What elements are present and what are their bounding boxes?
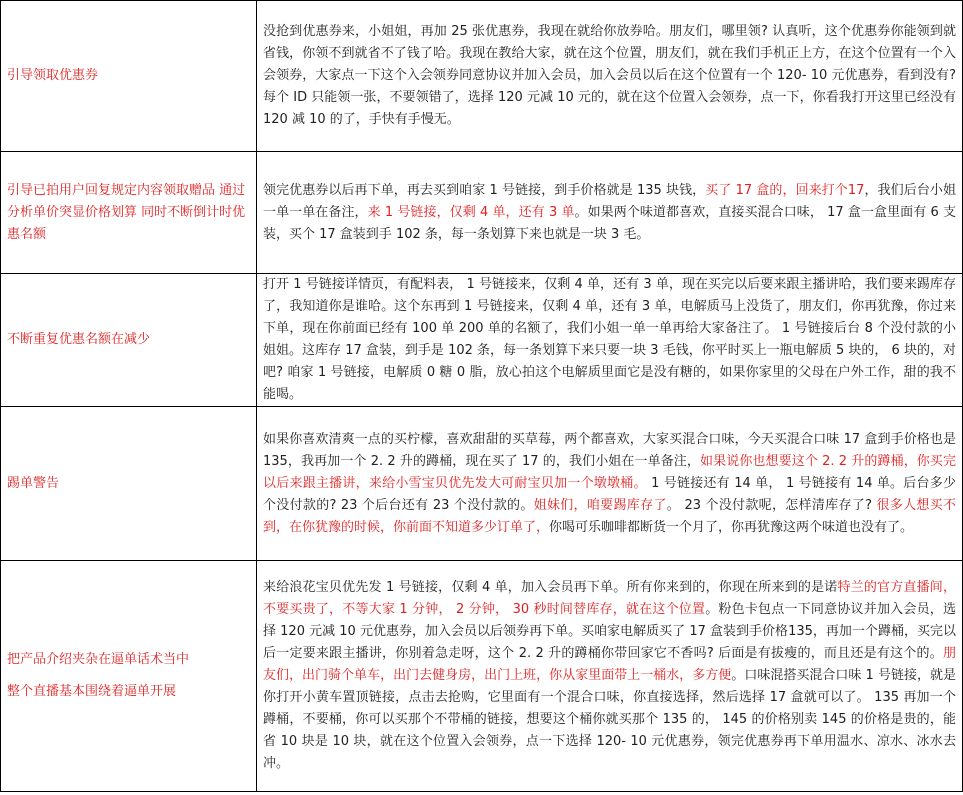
table-row [1,152,963,274]
technique-label: 不断重复优惠名额在减少 [7,332,151,347]
technique-label-cell [1,152,257,274]
script-text: 1 号链接还有 14 单， 1 号链接有 14 单。后台多少个没付款的? 23 个后台还有 23 个没付款的。 [263,475,956,513]
script-text-cell [257,274,963,407]
script-text: 领完优惠券以后再下单，再去买到咱家 1 号链接，到手价格就是 135 块钱， [263,182,706,198]
highlighted-script-text: 买了 17 盒的，回来打个17 [705,182,865,198]
technique-label: 引导已拍用户回复规定内容领取赠品 通过分析单价突显价格划算 同时不断倒计时优惠名额 [7,182,246,242]
technique-label-cell [1,1,257,152]
highlighted-script-text: 特兰的官方直播间，不要买贵了，不等大家 1 分钟， 2 分钟， 30 秒时间替库存，就在这个位置 [263,580,956,617]
highlighted-script-text: 朋友们，出门骑个单车，出门去健身房，出门上班，你从家里面带上一桶水，多方便 [263,646,956,683]
highlighted-script-text: 姐妹们，咱要踢库存了 [533,497,667,513]
script-text: 来给浪花宝贝优先发 1 号链接，仅剩 4 单，加入会员再下单。所有你来到的，你现在所来到的是诺 [263,580,838,595]
script-text: 。粉色卡包点一下同意协议并加入会员，选择 120 元减 10 元优惠券，加入会员以后领券再下单。买咱家电解质买了 17 盒装到手价格135，再加一个蹲桶，买完以后一定要来跟主播讲，你别着急走呀，这个 2. 2 升的蹲桶你带回家它不香吗? 后面是有拔瘦的，而且还是有这个的。 [263,602,956,661]
script-text-cell [257,1,963,152]
script-text-cell [257,407,963,561]
script-text: 你喝可乐咖啡都断货一个月了，你再犹豫这两个味道也没有了。 [549,519,914,535]
table-row [1,1,963,152]
highlighted-script-text: 如果说你也想要这个 2. 2 升的蹲桶，你买完以后来跟主播讲，来给小雪宝贝优先发大可耐宝贝加一个墩墩桶。 [263,453,956,491]
table-body [1,1,963,792]
highlighted-script-text: 来 1 号链接，仅剩 4 单，还有 3 单 [367,204,575,220]
technique-label-cell [1,561,257,792]
table-row [1,407,963,561]
technique-label-cell [1,407,257,561]
technique-label: 踢单警告 [7,475,60,491]
script-text: 打开 1 号链接详情页，有配料表， 1 号链接来，仅剩 4 单，还有 3 单，现在买完以后要来跟主播讲哈，我们要来踢库存了，我知道你是谁哈。这个东再到 1 号链接来，仅剩 4 单，还有 3 单，电解质马上没货了，朋友们，你再犹豫，你过来下单，现在你前面已经有 100 单 200 单的名额了，我们小姐一单一单再给大家备注了。 1 号链接后台 8 个没付款的小姐姐。这库存 17 盒装，到手是 102 条，每一条划算下来只要一块 3 毛钱，你平时买上一瓶电解质 5 块的， 6 块的，对吧? 咱家 1 号链接，电解质 0 糖 0 脂，放心拍这个电解质里面它是没有糖的，如果你家里的父母在户外工作，甜的我不能喝。 [263,277,956,402]
technique-label: 把产品介绍夹杂在逼单话术当中 [7,652,190,667]
technique-label: 引导领取优惠券 [7,68,99,83]
table-row [1,274,963,407]
script-text: 如果你喜欢清爽一点的买柠檬，喜欢甜甜的买草莓，两个都喜欢，大家买混合口味，今天买混合口味 17 盒到手价格也是135，我再加一个 2. 2 升的蹲桶，现在买了 17 的，我们小姐在一单备注， [263,431,956,469]
technique-label: 整个直播基本围绕着逼单开展 [7,684,177,699]
script-text: 。 23 个没付款呢，怎样清库存了? [666,497,877,513]
technique-label-cell [1,274,257,407]
script-text: 。口味混搭买混合口味 1 号链接，就是你打开小黄车置顶链接，点击去抢购，它里面有一个混合口味，你直接选择，然后选择 17 盒就可以了。 135 再加一个蹲桶，不要桶，你可以买那个不带桶的链接，想要这个桶你就买那个 135 的， 145 的价格别卖 145 的价格是贵的，能省 10 块是 10 块，就在这个位置入会领券，点一下选择 120- 10 元优惠券，领完优惠券再下单用温水、凉水、冰水去冲。 [263,668,956,771]
script-text: ，我们后台小姐一单一单在备注， [263,182,956,220]
script-text-cell [257,561,963,792]
table-row [1,561,963,792]
script-text: 。如果两个味道都喜欢，直接买混合口味， 17 盒一盒里面有 6 支装，买个 17 盒装到手 102 条，每一条划算下来也就是一块 3 毛。 [263,204,956,242]
highlighted-script-text: 很多人想买不到，在你犹豫的时候，你前面不知道多少订单了， [263,497,956,535]
script-text: 没抢到优惠券来，小姐姐，再加 25 张优惠券，我现在就给你放券哈。朋友们，哪里领? 认真听，这个优惠券你能领到就省钱，你领不到就省不了钱了哈。我现在教给大家，就在这个位置，朋友们，就在我们手机正上方，在这个位置有一个入会领券，大家点一下这个入会领券同意协议并加入会员，加入会员以后在这个位置有一个 120- 10 元优惠券，看到没有? 每个 ID 只能领一张，不要领错了，选择 120 元减 10 元的，就在这个位置入会领券，点一下，你看我打开这里已经没有 120 减 10 的了，手快有手慢无。 [263,24,956,127]
script-text-cell [257,152,963,274]
